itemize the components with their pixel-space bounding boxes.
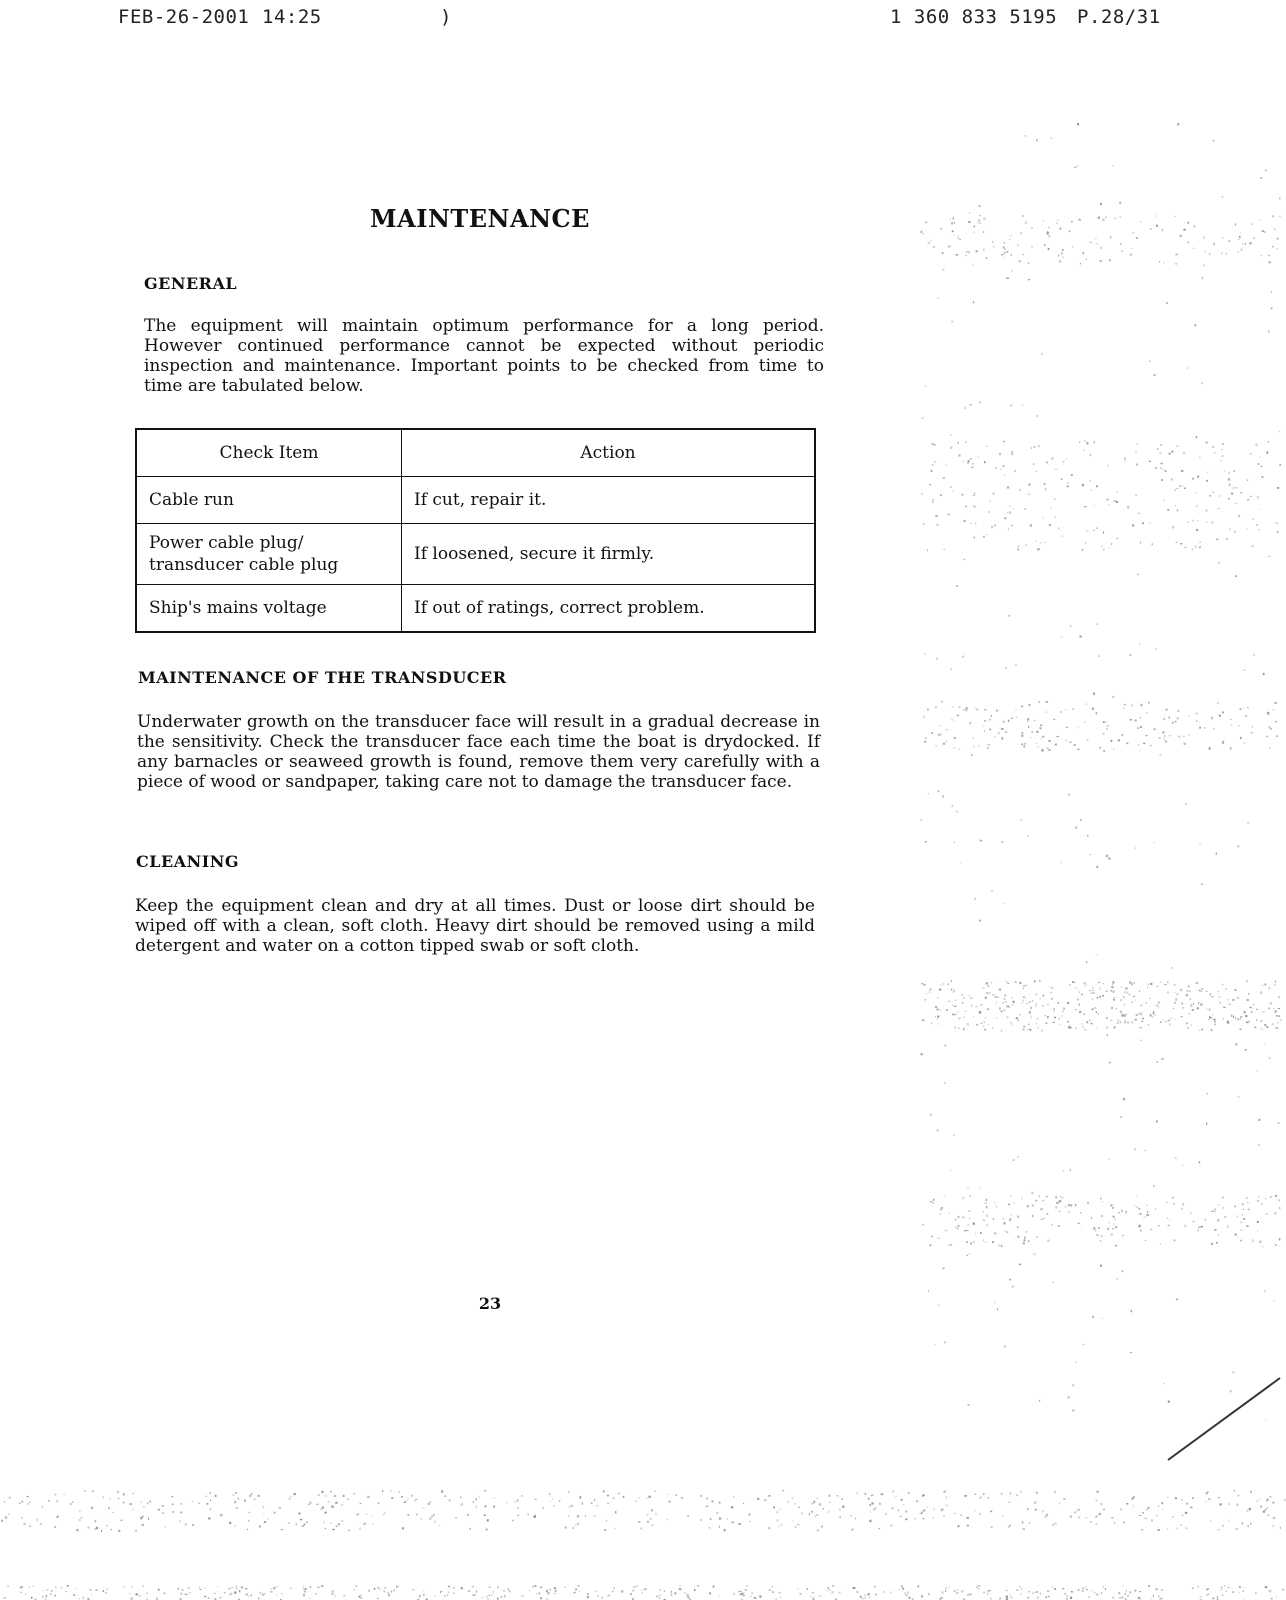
paragraph-cleaning: Keep the equipment clean and dry at all times. Dust or loose dirt should be wiped off with a clean, soft cloth. Heavy dirt should be removed using a mild detergent and water on a cotton tipped swab or soft cloth. — [135, 896, 815, 956]
page-number: 23 — [478, 1294, 502, 1313]
action-cell: If out of ratings, correct problem. — [402, 585, 816, 633]
column-header-action: Action — [402, 429, 816, 477]
scan-streak — [1168, 1378, 1280, 1460]
table-row — [136, 585, 815, 633]
action-cell: If cut, repair it. — [402, 477, 816, 524]
fax-page-count: P.28/31 — [1077, 6, 1161, 28]
table-row — [136, 477, 815, 524]
fax-header — [0, 6, 1286, 30]
paragraph-general: The equipment will maintain optimum performance for a long period. However continued performance cannot be expected without periodic inspection and maintenance. Important points to be checked from time to time are tabulated below. — [144, 316, 824, 396]
section-heading-transducer: MAINTENANCE OF THE TRANSDUCER — [138, 668, 507, 687]
section-heading-cleaning: CLEANING — [136, 852, 239, 871]
paragraph-transducer: Underwater growth on the transducer face will result in a gradual decrease in the sensitivity. Check the transducer face each time the boat is drydocked. If any barnacles or seaweed growth is found, remove them very carefully with a piece of wood or sandpaper, taking care not to damage the transducer face. — [137, 712, 820, 792]
section-heading-general: GENERAL — [144, 274, 238, 293]
fax-mark: ) — [440, 6, 452, 28]
table-header-row — [136, 429, 815, 477]
fax-date: FEB-26-2001 — [118, 6, 250, 28]
action-cell: If loosened, secure it firmly. — [402, 524, 816, 585]
fax-time: 14:25 — [262, 6, 322, 28]
check-item-table — [135, 428, 816, 633]
page-title: MAINTENANCE — [370, 204, 590, 233]
table-row — [136, 524, 815, 585]
column-header-check-item: Check Item — [136, 429, 402, 477]
check-item-cell: Power cable plug/ transducer cable plug — [136, 524, 402, 585]
check-item-cell: Ship's mains voltage — [136, 585, 402, 633]
check-item-cell: Cable run — [136, 477, 402, 524]
fax-phone-number: 1 360 833 5195 — [890, 6, 1058, 28]
